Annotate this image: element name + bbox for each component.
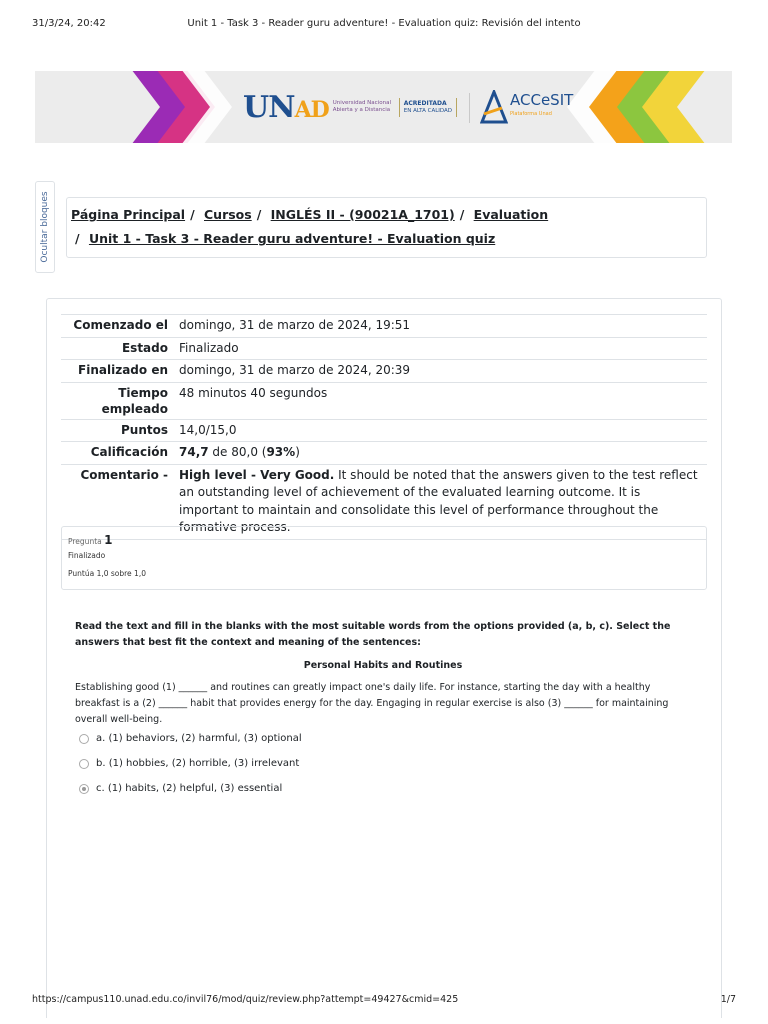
passage-title: Personal Habits and Routines [303, 660, 463, 671]
radio-button-selected[interactable] [79, 784, 89, 794]
breadcrumb-home[interactable]: Página Principal [71, 207, 186, 222]
breadcrumb-course[interactable]: INGLÉS II - (90021A_1701) [270, 207, 455, 222]
print-url: https://campus110.unad.edu.co/invil76/mod/quiz/review.php?attempt=49427&cmid=425 [32, 994, 459, 1005]
question-text [75, 619, 691, 728]
breadcrumb: Página Principal / Cursos / INGLÉS II - (90021A_1701) / Evaluation / Unit 1 - Task 3 - Reader guru adventure! - Evaluation quiz [66, 197, 707, 258]
question-mark: Puntúa 1,0 sobre 1,0 [68, 569, 146, 578]
summary-label: Puntos [120, 422, 168, 437]
banner-decoration-left [105, 71, 255, 143]
breadcrumb-evaluation[interactable]: Evaluation [473, 207, 549, 222]
accesit-logo[interactable] [480, 89, 573, 125]
answer-option-a[interactable] [79, 726, 302, 751]
hide-blocks-label: Ocultar bloques [40, 191, 50, 263]
unad-wordmark: UNAD [243, 89, 329, 125]
site-banner [35, 71, 732, 143]
accesit-wordmark: ACCeSIT [510, 91, 574, 109]
print-page-number: 1/7 [720, 994, 736, 1005]
summary-value: 48 minutos 40 segundos [179, 385, 328, 400]
question-number: Pregunta 1 [68, 533, 113, 547]
answer-label: a. (1) behaviors, (2) harmful, (3) optional [96, 733, 302, 744]
summary-value: domingo, 31 de marzo de 2024, 20:39 [179, 363, 411, 377]
question-prompt: Read the text and fill in the blanks with the most suitable words from the options provided (a, b, c). Select the answers that best fit the context and meaning of the sentences: [75, 621, 671, 648]
answer-option-c[interactable] [79, 776, 302, 801]
answer-label: b. (1) hobbies, (2) horrible, (3) irrelevant [96, 758, 300, 769]
summary-label: Calificación [90, 445, 168, 459]
question-info-box [61, 526, 707, 590]
summary-row-finished [61, 360, 707, 383]
summary-value: domingo, 31 de marzo de 2024, 19:51 [179, 318, 411, 332]
feedback-comment: High level - Very Good. It should be noted that the answers given to the test reflect an outstanding level of achievement of the evaluated learning outcome. It is important to maintain and consolidate this level of performance throughout the formative process. [179, 467, 698, 534]
summary-label: Tiempo empleado [101, 385, 168, 416]
answer-options [79, 726, 302, 801]
accesit-triangle-icon [480, 90, 508, 124]
question-state: Finalizado [68, 551, 106, 560]
logo-divider [469, 93, 470, 123]
unad-fullname: Universidad Nacional Abierta y a Distancia [332, 100, 391, 113]
summary-row-state [61, 337, 707, 360]
unad-logo[interactable] [243, 87, 457, 127]
accesit-subtitle: Plataforma Unad [510, 111, 552, 117]
summary-value: Finalizado [179, 340, 239, 355]
banner-decoration-right [562, 71, 712, 143]
radio-button[interactable] [79, 734, 89, 744]
summary-label: Comenzado el [73, 318, 168, 332]
attempt-summary-table [61, 314, 707, 540]
print-header [32, 18, 736, 32]
radio-button[interactable] [79, 759, 89, 769]
summary-row-points [61, 419, 707, 442]
print-footer [32, 994, 736, 1008]
answer-label: c. (1) habits, (2) helpful, (3) essential [96, 783, 283, 794]
summary-row-grade [61, 442, 707, 465]
print-title: Unit 1 - Task 3 - Reader guru adventure! - Evaluation quiz: Revisión del intento [187, 18, 581, 29]
grade-value: 74,7 de 80,0 (93%) [179, 445, 300, 459]
summary-label: Estado [121, 340, 168, 355]
accreditation-badge: ACREDITADA EN ALTA CALIDAD [399, 98, 457, 117]
breadcrumb-quiz[interactable]: Unit 1 - Task 3 - Reader guru adventure! - Evaluation quiz [88, 231, 496, 246]
breadcrumb-courses[interactable]: Cursos [204, 207, 252, 222]
summary-value: 14,0/15,0 [179, 422, 237, 437]
answer-option-b[interactable] [79, 751, 302, 776]
summary-label: Comentario - [80, 467, 168, 482]
hide-blocks-toggle[interactable] [35, 181, 55, 273]
summary-label: Finalizado en [78, 363, 168, 377]
passage-text: Establishing good (1) ______ and routines can greatly impact one's daily life. For instance, starting the day with a healthy breakfast is a (2) ______ habit that provides energy for the day. Engaging in regular exercise is also (3) ______ for maintaining overall well-being. [75, 682, 669, 725]
summary-row-time-taken [61, 382, 707, 419]
summary-row-started [61, 315, 707, 338]
print-date: 31/3/24, 20:42 [32, 18, 106, 29]
